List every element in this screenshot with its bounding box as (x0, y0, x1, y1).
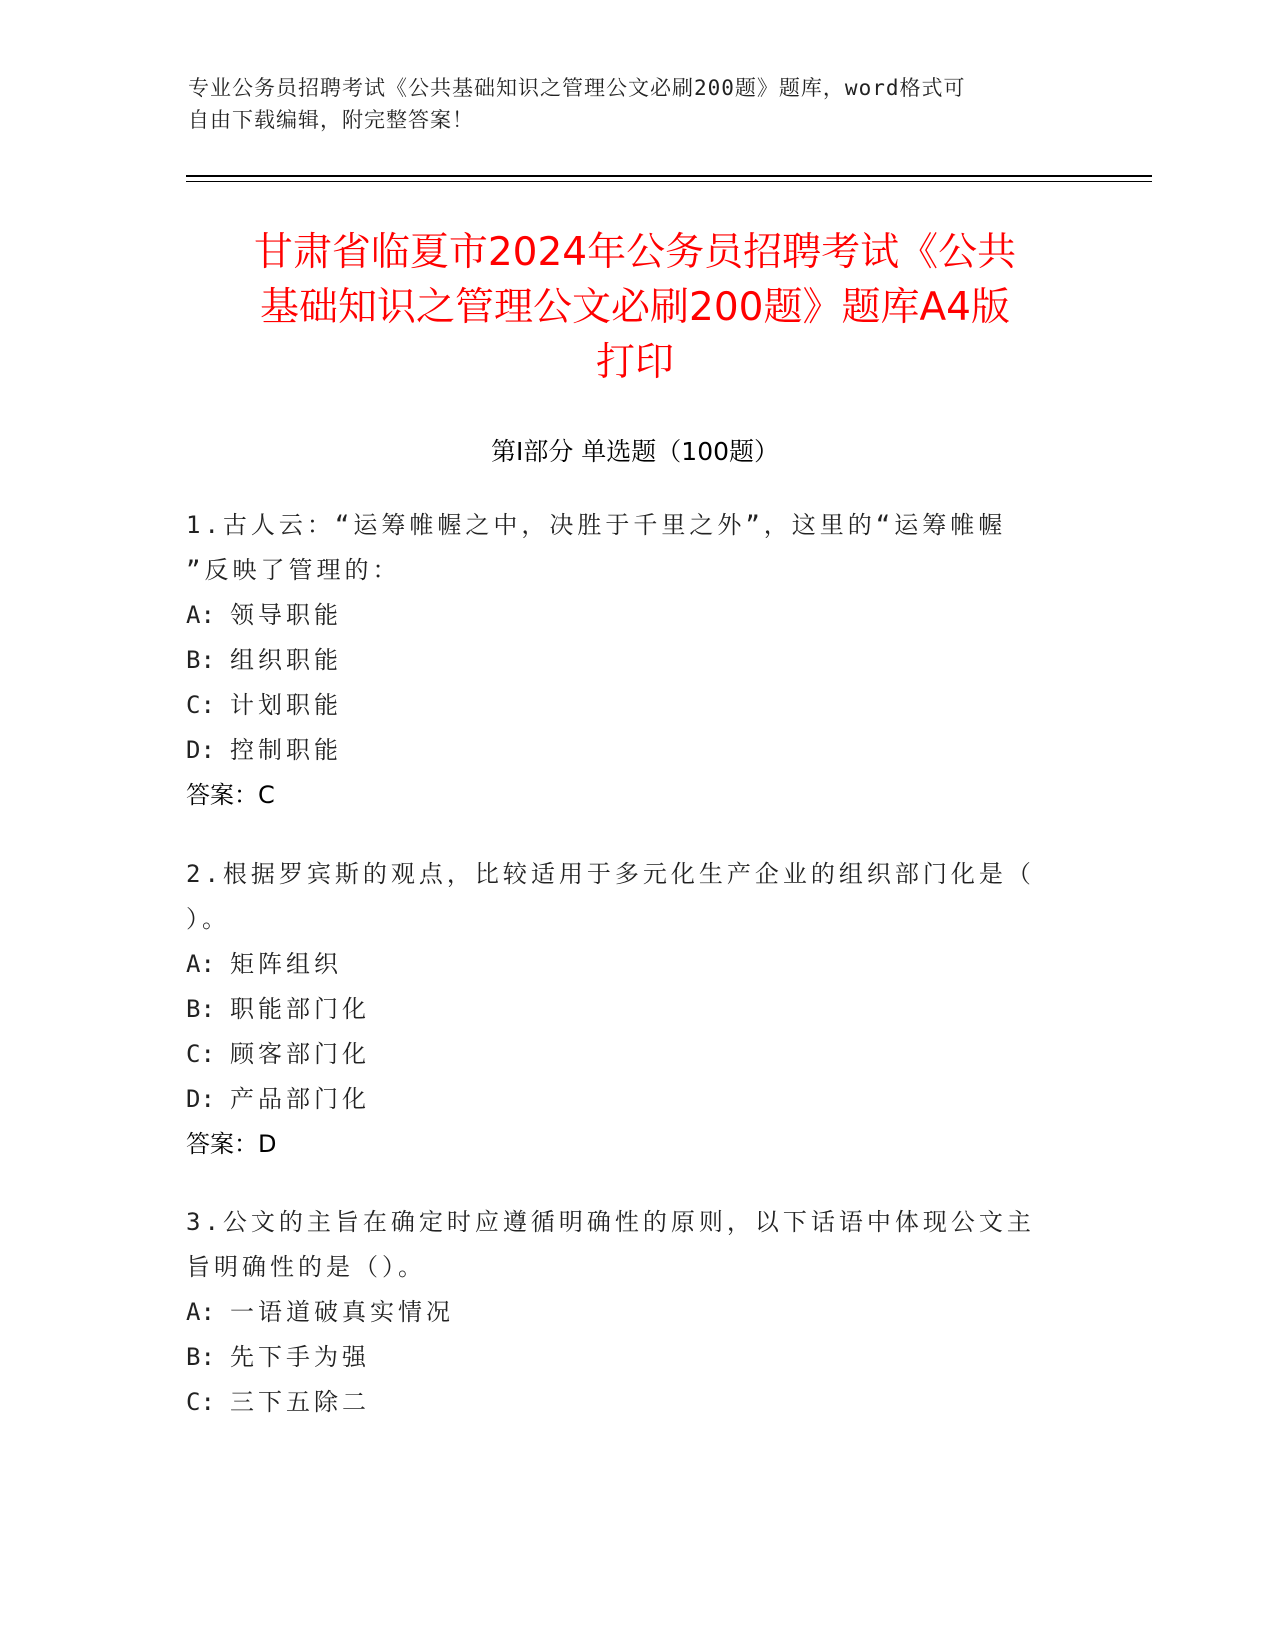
option-letter: D: (186, 736, 215, 764)
question-stem (186, 503, 1066, 593)
document-title-line-2: 基础知识之管理公文必刷200题》题库A4版 (260, 285, 1010, 330)
header-divider-thin (186, 181, 1152, 182)
question-stem-line-1: 2.根据罗宾斯的观点，比较适用于多元化生产企业的组织部门化是（ (186, 860, 1035, 888)
question-stem-line-2: 旨明确性的是（）。 (186, 1253, 426, 1281)
option-b (186, 987, 1066, 1032)
answer-line: 答案：D (186, 1130, 277, 1158)
option-letter: B: (186, 646, 215, 674)
option-text: 一语道破真实情况 (230, 1298, 454, 1326)
option-text: 领导职能 (230, 601, 342, 629)
option-text: 组织职能 (230, 646, 342, 674)
option-letter: B: (186, 995, 215, 1023)
option-d (186, 1077, 1066, 1122)
option-a (186, 593, 1066, 638)
answer-line: 答案：C (186, 781, 275, 809)
option-letter: A: (186, 1298, 215, 1326)
option-letter: A: (186, 601, 215, 629)
header-note (188, 72, 1068, 136)
option-text: 矩阵组织 (230, 950, 342, 978)
header-divider-thick (186, 175, 1152, 177)
option-c (186, 683, 1066, 728)
document-title (180, 225, 1090, 390)
option-a (186, 1290, 1066, 1335)
question-stem (186, 852, 1066, 942)
option-text: 控制职能 (230, 736, 342, 764)
option-c (186, 1032, 1066, 1077)
question-stem (186, 1200, 1066, 1290)
option-letter: C: (186, 1388, 215, 1416)
option-letter: A: (186, 950, 215, 978)
option-text: 顾客部门化 (230, 1040, 370, 1068)
question-stem-line-2: ）。 (186, 905, 230, 933)
question-3 (186, 1200, 1066, 1425)
option-letter: C: (186, 691, 215, 719)
document-title-line-1: 甘肃省临夏市2024年公务员招聘考试《公共 (253, 230, 1017, 275)
option-text: 产品部门化 (230, 1085, 370, 1113)
option-letter: C: (186, 1040, 215, 1068)
document-title-line-3: 打印 (595, 340, 674, 385)
option-d (186, 728, 1066, 773)
option-a (186, 942, 1066, 987)
option-text: 三下五除二 (230, 1388, 370, 1416)
question-1 (186, 503, 1066, 818)
option-c (186, 1380, 1066, 1425)
question-2 (186, 852, 1066, 1167)
option-letter: D: (186, 1085, 215, 1113)
question-stem-line-1: 3.公文的主旨在确定时应遵循明确性的原则，以下话语中体现公文主 (186, 1208, 1035, 1236)
option-text: 计划职能 (230, 691, 342, 719)
header-note-line-2: 自由下载编辑，附完整答案！ (188, 108, 474, 132)
section-heading: 第I部分 单选题（100题） (490, 437, 780, 466)
option-b (186, 1335, 1066, 1380)
question-stem-line-1: 1.古人云：“运筹帷幄之中，决胜于千里之外”，这里的“运筹帷幄 (186, 511, 1007, 539)
question-stem-line-2: ”反映了管理的： (186, 556, 401, 584)
option-b (186, 638, 1066, 683)
option-text: 先下手为强 (230, 1343, 370, 1371)
header-note-line-1: 专业公务员招聘考试《公共基础知识之管理公文必刷200题》题库，word格式可 (188, 76, 966, 100)
option-text: 职能部门化 (230, 995, 370, 1023)
option-letter: B: (186, 1343, 215, 1371)
